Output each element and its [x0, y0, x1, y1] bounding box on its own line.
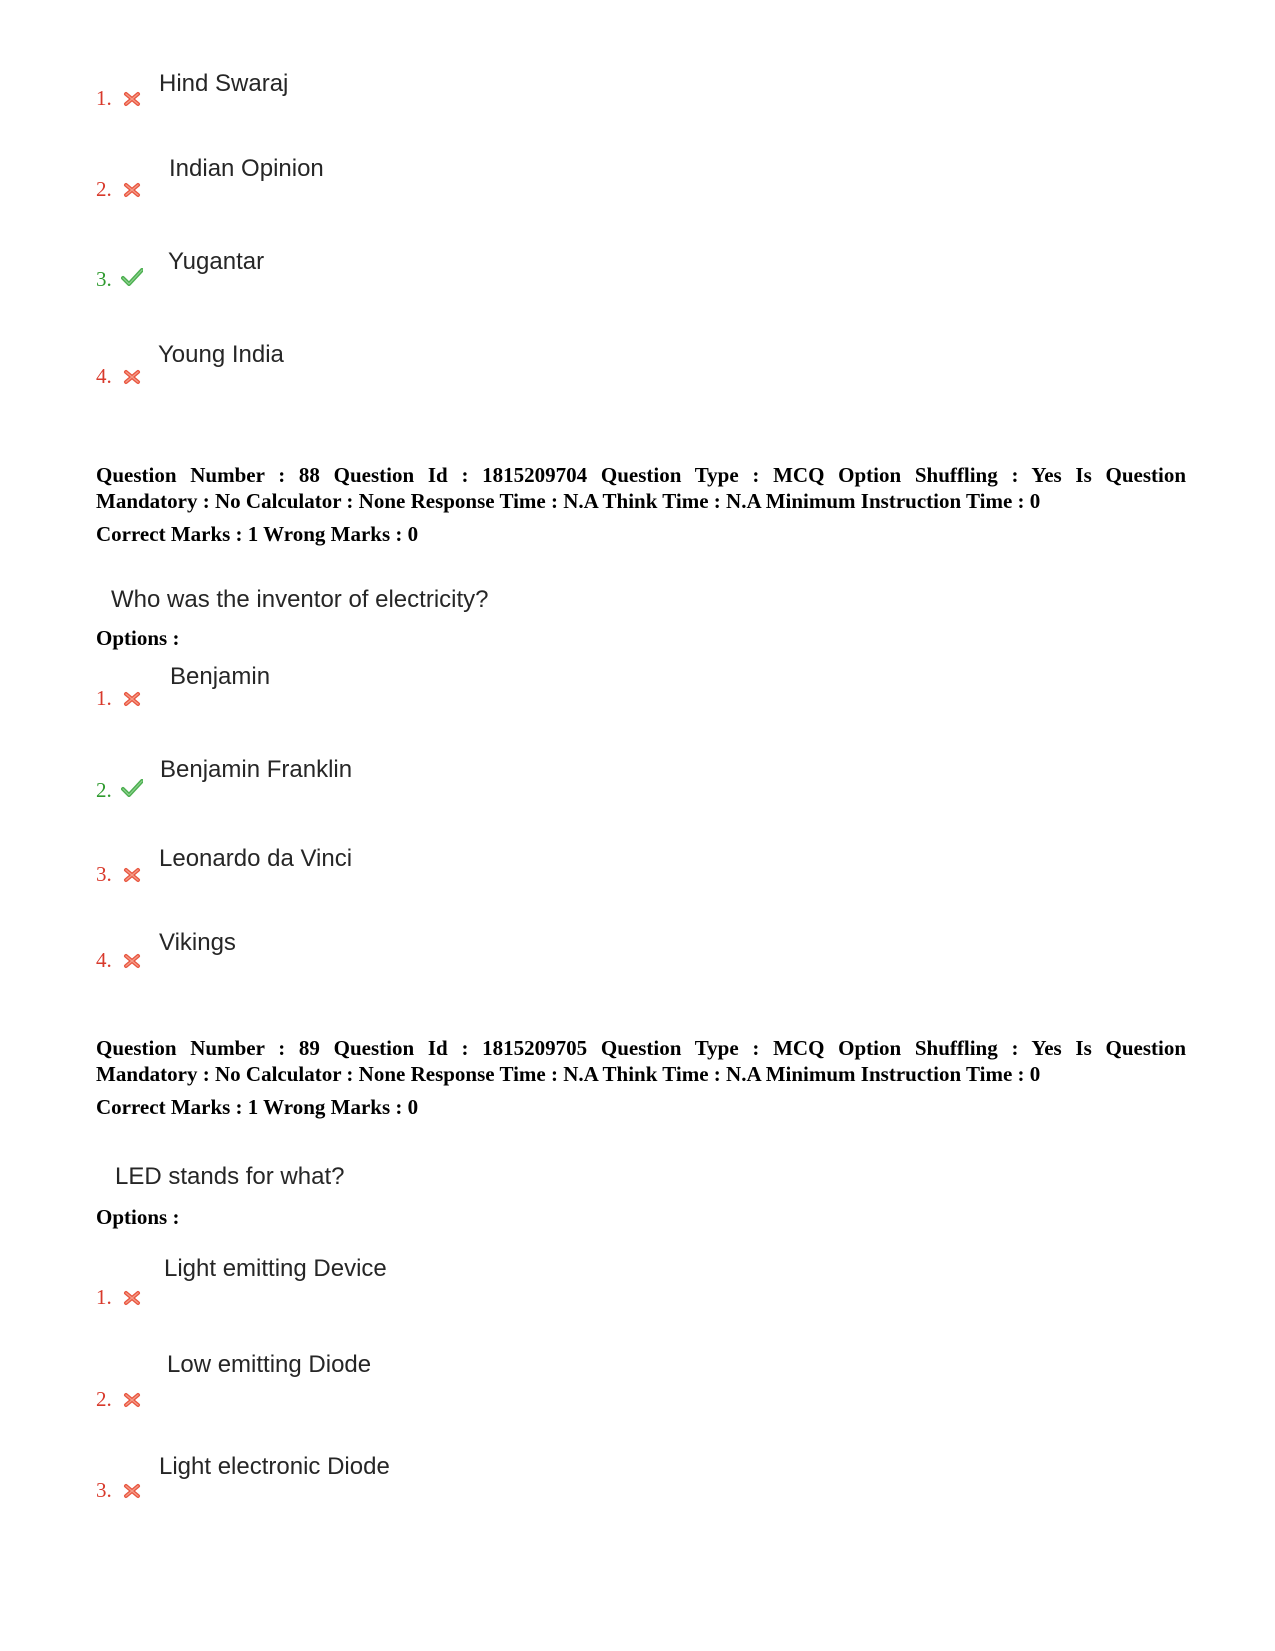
- cross-icon: [121, 1289, 143, 1307]
- options-label: Options :: [96, 1205, 180, 1229]
- question-marks: Correct Marks : 1 Wrong Marks : 0: [96, 522, 419, 546]
- question-meta-line-2: Mandatory : No Calculator : None Response Time : N.A Think Time : N.A Minimum Instruction Time : 0: [96, 1062, 1041, 1086]
- check-icon: [121, 268, 143, 286]
- option-text: Indian Opinion: [169, 155, 324, 182]
- option-text: Light electronic Diode: [159, 1453, 390, 1480]
- cross-icon: [121, 690, 143, 708]
- option-number: 4.: [96, 948, 112, 972]
- option-number: 2.: [96, 778, 112, 802]
- option-number: 1.: [96, 86, 112, 110]
- option-number: 3.: [96, 1478, 112, 1502]
- option-text: Young India: [158, 341, 284, 368]
- option-number: 4.: [96, 364, 112, 388]
- options-label: Options :: [96, 626, 180, 650]
- option-number: 2.: [96, 177, 112, 201]
- option-text: Benjamin: [170, 663, 271, 690]
- cross-icon: [121, 1391, 143, 1409]
- option-number: 3.: [96, 862, 112, 886]
- option-number: 1.: [96, 1285, 112, 1309]
- option-text: Leonardo da Vinci: [159, 845, 353, 872]
- check-icon: [121, 779, 143, 797]
- question-meta-line-1: Question Number : 89 Question Id : 1815209705 Question Type : MCQ Option Shuffling : Yes Is Question: [96, 1036, 1186, 1060]
- option-text: Benjamin Franklin: [160, 756, 353, 783]
- option-number: 3.: [96, 267, 112, 291]
- option-text: Vikings: [159, 929, 236, 956]
- question-marks: Correct Marks : 1 Wrong Marks : 0: [96, 1095, 419, 1119]
- question-meta-line-2: Mandatory : No Calculator : None Response Time : N.A Think Time : N.A Minimum Instruction Time : 0: [96, 489, 1041, 513]
- option-text: Light emitting Device: [164, 1255, 387, 1282]
- option-number: 1.: [96, 686, 112, 710]
- option-number: 2.: [96, 1387, 112, 1411]
- option-text: Low emitting Diode: [167, 1351, 372, 1378]
- cross-icon: [121, 866, 143, 884]
- question-text: LED stands for what?: [115, 1163, 345, 1190]
- question-text: Who was the inventor of electricity?: [111, 586, 489, 613]
- cross-icon: [121, 368, 143, 386]
- question-meta-line-1: Question Number : 88 Question Id : 1815209704 Question Type : MCQ Option Shuffling : Yes Is Question: [96, 463, 1186, 487]
- cross-icon: [121, 952, 143, 970]
- cross-icon: [121, 1482, 143, 1500]
- cross-icon: [121, 181, 143, 199]
- option-text: Yugantar: [168, 248, 265, 275]
- cross-icon: [121, 90, 143, 108]
- option-text: Hind Swaraj: [159, 70, 289, 97]
